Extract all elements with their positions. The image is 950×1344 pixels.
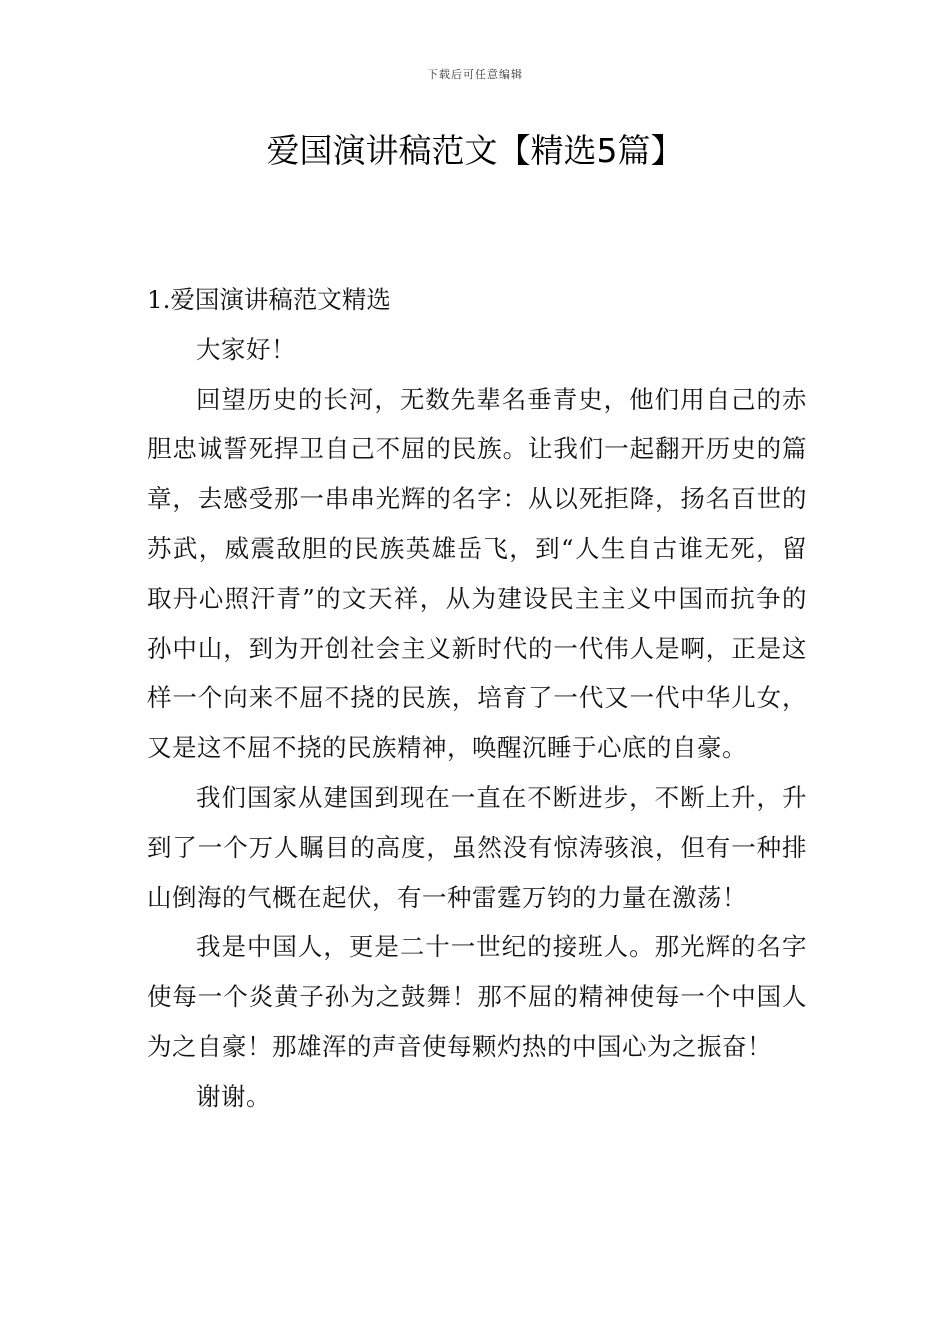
section-heading: 1.爱国演讲稿范文精选 xyxy=(147,285,391,314)
paragraph-greeting: 大家好！ xyxy=(196,334,296,364)
document-title: 爱国演讲稿范文【精选5篇】 xyxy=(266,131,684,170)
paragraph-history: 回望历史的长河，无数先辈名垂青史，他们用自己的赤胆忠诚誓死捍卫自己不屈的民族。让我们一起翻开历史的篇章，去感受那一串串光辉的名字：从以死拒降，扬名百世的苏武，威震敌胆的民族英雄岳飞，到“人生自古谁无死，留取丹心照汗青”的文天祥，从为建设民主主义中国而抗争的孙中山，到为开创社会主义新时代的一代伟人是啊，正是这样一个向来不屈不挠的民族，培育了一代又一代中华儿女，又是这不屈不挠的民族精神，唤醒沉睡于心底的自豪。 xyxy=(147,384,807,763)
paragraph-pride: 我是中国人，更是二十一世纪的接班人。那光辉的名字使每一个炎黄子孙为之鼓舞！那不屈的精神使每一个中国人为之自豪！那雄浑的声音使每颗灼热的中国心为之振奋！ xyxy=(147,932,807,1061)
paragraph-progress: 我们国家从建国到现在一直在不断进步，不断上升，升到了一个万人瞩目的高度，虽然没有惊涛骇浪，但有一种排山倒海的气概在起伏，有一种雷霆万钧的力量在激荡！ xyxy=(147,782,807,912)
paragraph-thanks: 谢谢。 xyxy=(196,1081,271,1111)
header-note: 下载后可任意编辑 xyxy=(427,68,523,81)
document-body xyxy=(147,275,807,1122)
